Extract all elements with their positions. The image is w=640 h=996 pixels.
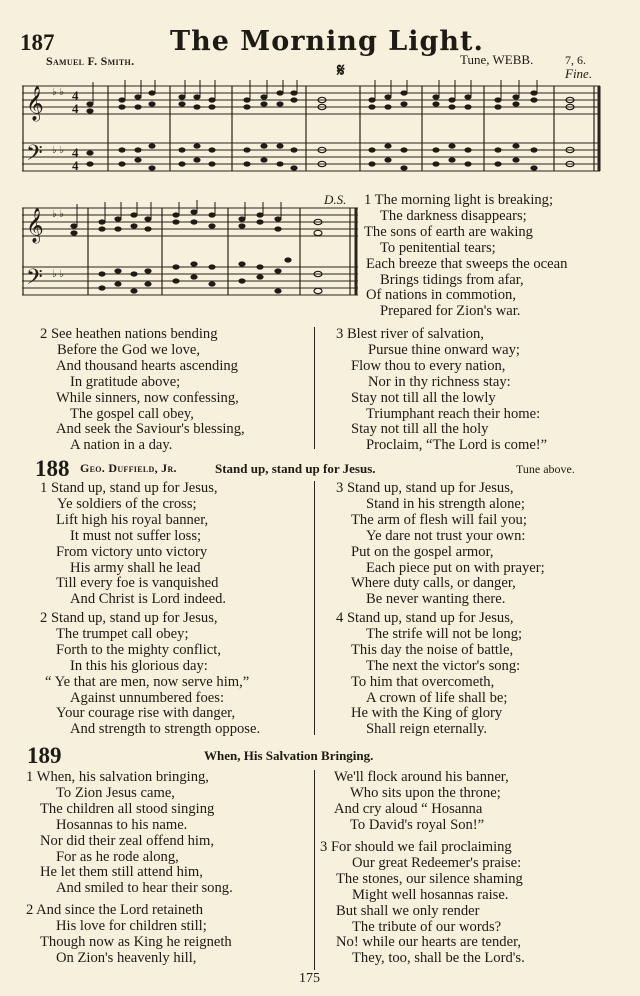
verse-line: 2 Stand up, stand up for Jesus, [40,610,218,626]
verse-line: And smiled to hear their song. [56,880,233,897]
verse-line: For as he rode along, [56,848,179,865]
verse-line: 1 Stand up, stand up for Jesus, [40,480,218,496]
verse-line: 4 Stand up, stand up for Jesus, [336,610,514,626]
verse-line: Each piece put on with prayer; [366,559,545,576]
verse-line: A nation in a day. [70,437,173,454]
verse-line: Brings tidings from afar, [380,271,524,288]
verse-line: Stand in his strength alone; [366,495,525,512]
verse-line: And Christ is Lord indeed. [70,591,227,608]
svg-text:4: 4 [72,158,79,173]
svg-text:𝄢: 𝄢 [26,265,43,295]
hymn-187-title: The Morning Light. [170,26,484,57]
verse-line: Till every foe is vanquished [56,575,219,592]
column-divider [314,481,315,735]
verse-line: Each breeze that sweeps the ocean [366,255,568,272]
verse-line: 3 For should we fail proclaiming [320,839,512,855]
verse-line: Shall reign eternally. [366,721,488,738]
page-number: 175 [299,971,320,986]
verse-line: It must not suffer loss; [70,527,202,544]
verse-line: His army shall he lead [70,559,201,576]
verse-line: Hosannas to his name. [56,816,188,833]
verse-line: The next the victor's song: [366,657,521,674]
verse-line: The gospel call obey, [70,405,194,422]
verse-line: Flow thou to every nation, [351,357,506,374]
verse-line: Of nations in commotion, [366,287,516,304]
svg-text:4: 4 [72,88,79,103]
ds-marking: D.S. [324,192,347,207]
verse-line: This day the noise of battle, [351,641,514,658]
column-divider [314,770,315,970]
verse-line: 3 Stand up, stand up for Jesus, [336,480,514,496]
verse-line: The sons of earth are waking [364,223,533,240]
verse-line: Ye soldiers of the cross; [57,495,197,512]
column-divider [314,327,315,449]
segno-sign: 𝄋 [337,60,345,80]
hymn-188-title: Stand up, stand up for Jesus. [215,461,376,476]
hymn-189-title: When, His Salvation Bringing. [204,748,374,763]
svg-text:♭ ♭: ♭ ♭ [52,87,64,98]
verse-line: Stay not till all the lowly [351,389,496,406]
verse-line: In gratitude above; [70,373,181,390]
verse-line: To Zion Jesus came, [56,784,175,801]
verse-line: From victory unto victory [56,543,208,560]
verse-line: A crown of life shall be; [366,689,508,706]
hymn-188-number: 188 [35,456,70,481]
hymn-188-tune: Tune above. [516,462,575,476]
hymn-188-author: Geo. Duffield, Jr. [80,461,177,475]
verse-line: We'll flock around his banner, [334,769,509,785]
svg-text:𝄞: 𝄞 [26,86,44,121]
verse-line: Pursue thine onward way; [368,341,520,358]
verse-line: Nor in thy richness stay: [368,373,511,390]
verse-line: To David's royal Son!” [350,816,485,833]
verse-line: 3 Blest river of salvation, [336,326,484,342]
verse-line: Where duty calls, or danger, [351,575,516,592]
verse-line: To penitential tears; [380,239,496,256]
verse-line: Before the God we love, [57,341,201,358]
verse-line: The trumpet call obey; [56,625,189,642]
verse-line: Our great Redeemer's praise: [352,854,522,871]
verse-line: In this his glorious day: [70,657,208,674]
verse-line: The tribute of our words? [352,918,502,935]
verse-line: The stones, our silence shaming [336,870,523,887]
hymn-187-meter: 7, 6. [565,53,586,67]
verse-line: His love for children still; [56,917,207,934]
verse-line: Against unnumbered foes: [70,689,225,706]
verse-line: 2 And since the Lord retaineth [26,902,204,918]
verse-line: Nor did their zeal offend him, [40,832,214,849]
svg-text:𝄞: 𝄞 [26,208,44,243]
verse-line: On Zion's heavenly hill, [56,949,197,966]
verse-line: Forth to the mighty conflict, [56,641,221,658]
verse-line: Who sits upon the throne; [350,784,501,801]
verse-line: 1 When, his salvation bringing, [26,769,209,785]
verse-line: The strife will not be long; [366,625,523,642]
svg-text:♭ ♭: ♭ ♭ [52,269,64,280]
verse-line: To him that overcometh, [351,673,495,690]
verse-line: But shall we only render [336,902,480,919]
verse-line: And seek the Saviour's blessing, [56,421,245,438]
verse-line: “ Ye that are men, now serve him,” [45,673,250,690]
verse-line: They, too, shall be the Lord's. [352,950,525,967]
fine-marking: Fine. [565,66,593,81]
verse-line: While sinners, now confessing, [56,389,239,406]
svg-text:𝄢: 𝄢 [26,141,43,171]
verse-line: Your courage rise with danger, [56,705,236,722]
verse-line: Triumphant reach their home: [366,405,541,422]
hymn-187-tune: Tune, WEBB. [460,52,534,67]
verse-line: The arm of flesh will fail you; [351,511,527,528]
svg-text:♭ ♭: ♭ ♭ [52,145,64,156]
verse-line: And strength to strength oppose. [70,721,261,738]
verse-line: The darkness disappears; [380,207,527,224]
svg-text:4: 4 [72,145,79,160]
hymn-187-number: 187 [20,30,55,55]
hymn-189-number: 189 [27,743,62,768]
music-system-2 [22,200,362,318]
verse-line: 1 The morning light is breaking; [364,192,554,208]
music-system-1 [22,80,604,190]
verse-line: 2 See heathen nations bending [40,326,218,342]
verse-line: Prepared for Zion's war. [380,303,521,320]
verse-line: Though now as King he reigneth [40,933,232,950]
verse-line: He let them still attend him, [40,864,203,881]
verse-line: Might well hosannas raise. [352,886,509,903]
verse-line: And thousand hearts ascending [56,357,238,374]
verse-line: He with the King of glory [351,705,503,722]
hymn-187-author: Samuel F. Smith. [46,54,135,68]
svg-text:♭ ♭: ♭ ♭ [52,209,64,220]
verse-line: Be never wanting there. [366,591,506,608]
svg-text:4: 4 [72,101,79,116]
verse-line: Ye dare not trust your own: [366,527,526,544]
verse-line: Stay not till all the holy [351,421,489,438]
verse-line: Put on the gospel armor, [351,543,494,560]
verse-line: The children all stood singing [40,800,215,817]
verse-line: Lift high his royal banner, [56,511,209,528]
verse-line: Proclaim, “The Lord is come!” [366,437,548,454]
verse-line: And cry aloud “ Hosanna [334,800,483,817]
verse-line: No! while our hearts are tender, [336,934,522,951]
